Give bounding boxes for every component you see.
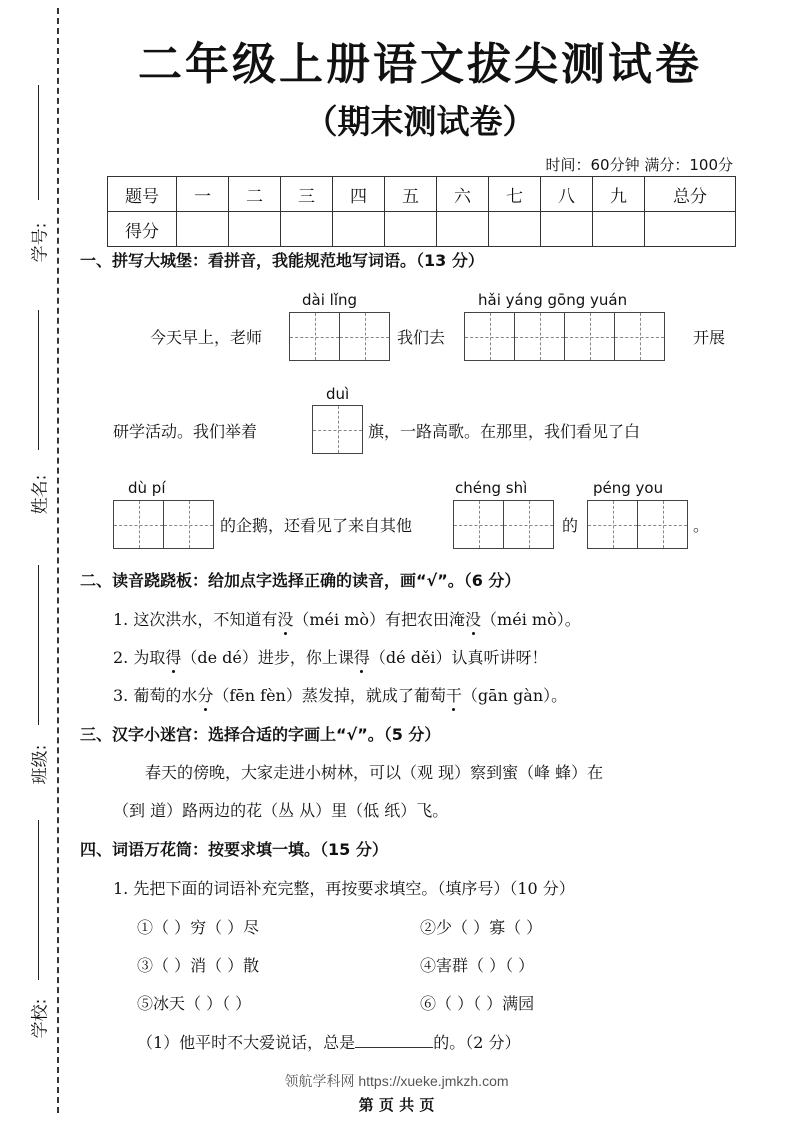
watermark: 领航学科网 https://xueke.jmkzh.com: [284, 1073, 509, 1089]
header-cell: 三: [281, 177, 333, 212]
question-3: [113, 683, 567, 706]
score-cell[interactable]: [489, 212, 541, 247]
writing-grid[interactable]: [312, 405, 363, 454]
section1-heading: 一、拼写大城堡：看拼音，我能规范地写词语。（13 分）: [80, 251, 484, 270]
text: 的: [562, 516, 579, 535]
score-cell[interactable]: [385, 212, 437, 247]
header-cell: 九: [593, 177, 645, 212]
passage-line[interactable]: 春天的傍晚，大家走进小树林，可以（观 现）察到蜜（峰 蜂）在: [145, 763, 604, 782]
header-cell: 七: [489, 177, 541, 212]
dotted-char: 得: [165, 648, 182, 667]
score-row: [108, 212, 736, 247]
options[interactable]: （méi mò）。: [481, 610, 581, 629]
binding-dashed-line: [57, 8, 59, 1113]
text: 开展: [693, 328, 726, 347]
text: 。: [693, 516, 710, 535]
text: （1）他平时不大爱说话，总是: [137, 1033, 356, 1052]
idiom-item[interactable]: ②少（ ）寡（ ）: [420, 918, 543, 937]
page-title: 二年级上册语文拔尖测试卷: [138, 39, 702, 90]
idiom-item[interactable]: ③（ ）消（ ）散: [137, 956, 260, 975]
text: 今天早上，老师: [150, 328, 263, 347]
writing-grid[interactable]: [464, 312, 665, 361]
header-cell: 四: [333, 177, 385, 212]
page-number: 第 页 共 页: [358, 1096, 435, 1114]
idiom-item[interactable]: ⑤冰天（ ）（ ）: [137, 994, 252, 1013]
options[interactable]: （méi mò）有把农田淹: [293, 610, 466, 629]
name-line[interactable]: [38, 310, 39, 450]
pinyin: péng you: [593, 479, 664, 497]
dotted-char: 分: [197, 686, 214, 705]
class-line[interactable]: [38, 565, 39, 725]
dotted-char: 没: [465, 610, 482, 629]
text: 我们去: [397, 328, 446, 347]
score-table-header-row: [108, 177, 736, 212]
score-cell[interactable]: [593, 212, 645, 247]
dotted-char: 得: [353, 648, 370, 667]
passage-line[interactable]: （到 道）路两边的花（丛 从）里（低 纸）飞。: [113, 801, 449, 820]
pinyin: dài lǐng: [302, 291, 358, 309]
answer-blank[interactable]: [355, 1047, 433, 1048]
score-row-label: 得分: [108, 212, 177, 247]
options[interactable]: （fēn fèn）蒸发掉，就成了葡萄: [213, 686, 446, 705]
time-info: 时间：60分钟 满分：100分: [545, 156, 733, 174]
header-cell: 一: [177, 177, 229, 212]
options[interactable]: （gān gàn）。: [461, 686, 568, 705]
idiom-item[interactable]: ①（ ）穷（ ）尽: [137, 918, 260, 937]
options[interactable]: （de dé）进步，你上课: [181, 648, 354, 667]
text: 的企鹅，还看见了来自其他: [220, 516, 413, 535]
header-cell: 题号: [108, 177, 177, 212]
class-label: 班级:: [30, 744, 51, 785]
writing-grid[interactable]: [587, 500, 688, 549]
question-2: [113, 645, 548, 668]
header-cell: 八: [541, 177, 593, 212]
dotted-char: 干: [445, 686, 462, 705]
score-cell[interactable]: [645, 212, 736, 247]
school-line[interactable]: [38, 820, 39, 980]
pinyin: chéng shì: [455, 479, 528, 497]
score-cell[interactable]: [437, 212, 489, 247]
section3-heading: 三、汉字小迷宫：选择合适的字画上“√”。（5 分）: [80, 725, 441, 744]
question-1: 1. 先把下面的词语补充完整，再按要求填空。（填序号）（10 分）: [113, 879, 575, 898]
pinyin: duì: [326, 385, 350, 403]
header-cell: 总分: [645, 177, 736, 212]
pinyin: dù pí: [128, 479, 166, 497]
student-id-label: 学号:: [30, 222, 51, 263]
score-cell[interactable]: [177, 212, 229, 247]
idiom-item[interactable]: ⑥（ ）（ ）满园: [420, 994, 535, 1013]
text: 研学活动。我们举着: [113, 422, 258, 441]
score-cell[interactable]: [229, 212, 281, 247]
text: 的。（2 分）: [433, 1033, 521, 1052]
options[interactable]: （dé děi）认真听讲呀！: [369, 648, 548, 667]
header-cell: 五: [385, 177, 437, 212]
pinyin: hǎi yáng gōng yuán: [478, 291, 628, 309]
school-label: 学校:: [30, 998, 51, 1039]
text: 旗，一路高歌。在那里，我们看见了白: [368, 422, 641, 441]
text: 3. 葡萄的水: [113, 686, 198, 705]
idiom-item[interactable]: ④害群（ ）（ ）: [420, 956, 535, 975]
text: 1. 这次洪水，不知道有: [113, 610, 278, 629]
page-subtitle: （期末测试卷）: [304, 102, 536, 141]
text: 2. 为取: [113, 648, 166, 667]
dotted-char: 没: [277, 610, 294, 629]
name-label: 姓名:: [30, 474, 51, 515]
writing-grid[interactable]: [453, 500, 554, 549]
question-1: [113, 607, 581, 630]
writing-grid[interactable]: [113, 500, 214, 549]
section2-heading: 二、读音跷跷板：给加点字选择正确的读音，画“√”。（6 分）: [80, 571, 521, 590]
score-cell[interactable]: [541, 212, 593, 247]
writing-grid[interactable]: [289, 312, 390, 361]
header-cell: 六: [437, 177, 489, 212]
section4-heading: 四、词语万花筒：按要求填一填。（15 分）: [80, 840, 388, 859]
score-cell[interactable]: [333, 212, 385, 247]
score-table: [107, 176, 736, 247]
header-cell: 二: [229, 177, 281, 212]
sub-question-1: [137, 1030, 520, 1053]
score-cell[interactable]: [281, 212, 333, 247]
